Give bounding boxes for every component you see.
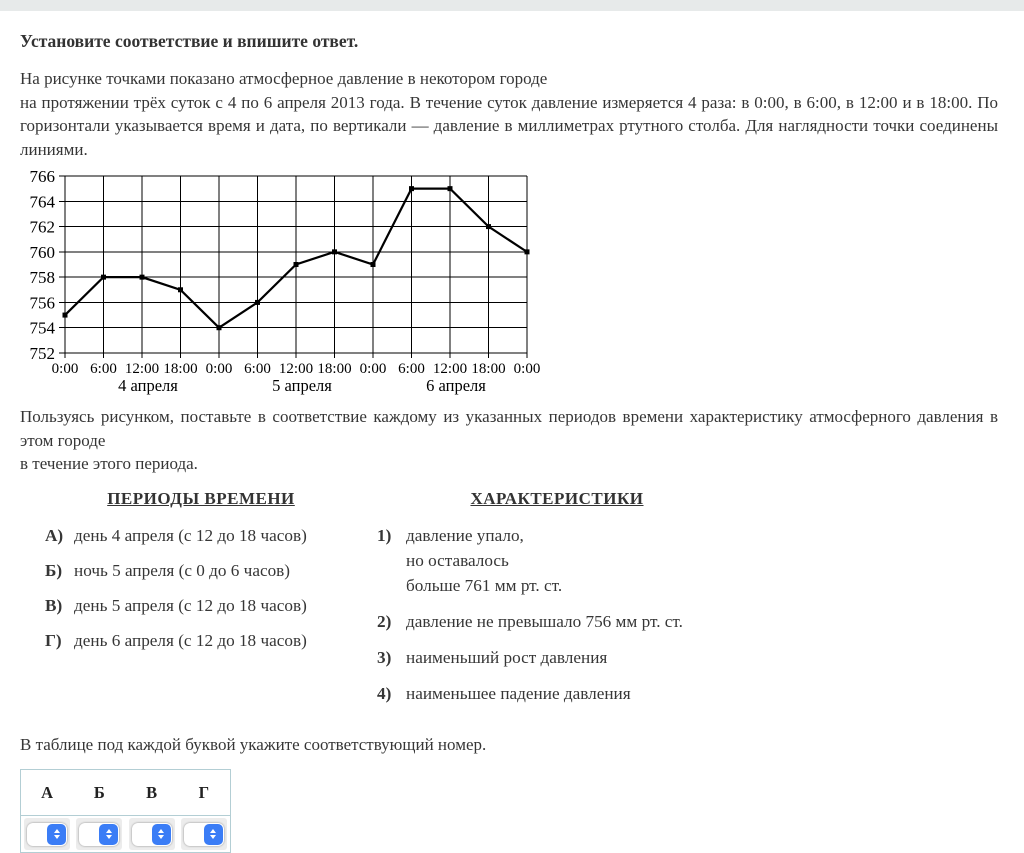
period-item [45, 595, 357, 618]
svg-text:754: 754 [29, 318, 55, 338]
period-letter: В) [45, 595, 63, 615]
intro-rest: на протяжении трёх суток с 4 по 6 апреля 2013 года. В течение суток давление измеряется 4 раза: в 0:00, в 6:00, в 12:00 и в 18:00. По горизонтали указывается время и дата, по вертикали — давление в миллиметрах ртутного столба. Для наглядности точки соединены линиями. [20, 92, 998, 159]
characteristic-text: давление упало, но оставалось больше 761 мм рт. ст. [406, 525, 563, 595]
stepper-arrows-icon [47, 824, 66, 845]
answer-table-header-row [21, 770, 230, 816]
period-item [45, 630, 357, 653]
svg-text:0:00: 0:00 [359, 361, 387, 377]
svg-text:766: 766 [29, 167, 55, 186]
select-pill [184, 823, 224, 846]
stepper-arrows-icon [152, 824, 171, 845]
svg-text:12:00: 12:00 [124, 361, 160, 377]
chevron-up-icon [106, 829, 112, 833]
chevron-down-icon [54, 835, 60, 839]
svg-text:12:00: 12:00 [278, 361, 314, 377]
characteristic-item [377, 647, 737, 670]
characteristic-item [377, 611, 737, 634]
chart-y-axis-labels [30, 167, 56, 363]
answer-table [20, 769, 231, 853]
svg-text:6:00: 6:00 [244, 361, 271, 377]
period-letter: Г) [45, 630, 62, 650]
svg-text:762: 762 [29, 217, 55, 237]
svg-text:12:00: 12:00 [432, 361, 468, 377]
select-pill [79, 823, 119, 846]
answer-select-1[interactable] [24, 818, 70, 850]
svg-text:18:00: 18:00 [471, 361, 506, 377]
chevron-down-icon [158, 835, 164, 839]
periods-header: ПЕРИОДЫ ВРЕМЕНИ [107, 488, 295, 508]
svg-text:760: 760 [29, 242, 55, 262]
instruction-main: Пользуясь рисунком, поставьте в соответствие каждому из указанных периодов времени характеристику атмосферного давления в этом городе [20, 407, 998, 450]
period-letter: Б) [45, 560, 63, 580]
periods-column [45, 489, 357, 719]
svg-text:6:00: 6:00 [90, 361, 117, 377]
stepper-arrows-icon [99, 824, 118, 845]
chevron-down-icon [106, 835, 112, 839]
answer-select-2[interactable] [76, 818, 122, 850]
period-item [45, 525, 357, 548]
characteristic-number: 3) [377, 647, 392, 667]
svg-text:6:00: 6:00 [398, 361, 425, 377]
characteristic-number: 2) [377, 611, 392, 631]
chart-date-labels [118, 376, 486, 395]
chevron-up-icon [210, 829, 216, 833]
chart-x-axis-labels [52, 361, 541, 377]
period-letter: А) [45, 525, 64, 545]
page-title: Установите соответствие и впишите ответ. [20, 31, 359, 51]
answer-column-header-2: Б [93, 782, 105, 802]
stepper-arrows-icon [204, 824, 223, 845]
intro-paragraph [20, 67, 998, 161]
answer-select-cell-1 [21, 818, 73, 850]
characteristic-text: давление не превышало 756 мм рт. ст. [406, 611, 683, 631]
instruction-paragraph [20, 405, 998, 476]
answer-column-header-3: В [146, 782, 158, 802]
answer-select-3[interactable] [129, 818, 175, 850]
answer-select-cell-2 [73, 818, 125, 850]
answer-select-4[interactable] [181, 818, 227, 850]
characteristics-list [377, 525, 737, 706]
chevron-up-icon [54, 829, 60, 833]
intro-line-1: На рисунке точками показано атмосферное давление в некотором городе [20, 69, 548, 88]
characteristic-number: 1) [377, 525, 392, 545]
period-item [45, 560, 357, 583]
svg-text:756: 756 [29, 293, 55, 313]
pressure-chart [20, 164, 998, 401]
characteristics-header: ХАРАКТЕРИСТИКИ [470, 488, 644, 508]
periods-list [45, 525, 357, 653]
period-text: день 6 апреля (с 12 до 18 часов) [74, 630, 307, 650]
chevron-down-icon [210, 835, 216, 839]
characteristic-item [377, 525, 737, 598]
svg-text:0:00: 0:00 [205, 361, 233, 377]
characteristic-text: наименьший рост давления [406, 647, 608, 667]
pressure-chart-svg [20, 164, 565, 401]
svg-text:764: 764 [29, 192, 55, 212]
chevron-up-icon [158, 829, 164, 833]
svg-text:6 апреля: 6 апреля [426, 376, 486, 395]
select-pill [132, 823, 172, 846]
matching-section [20, 489, 998, 719]
svg-text:752: 752 [29, 344, 55, 363]
answer-select-cell-3 [126, 818, 178, 850]
svg-text:18:00: 18:00 [317, 361, 352, 377]
svg-text:758: 758 [29, 268, 55, 288]
svg-text:5 апреля: 5 апреля [272, 376, 332, 395]
characteristic-item [377, 683, 737, 706]
period-text: ночь 5 апреля (с 0 до 6 часов) [74, 560, 291, 580]
characteristic-text: наименьшее падение давления [406, 683, 631, 703]
task-content [0, 31, 1024, 853]
answer-select-cell-4 [178, 818, 230, 850]
period-text: день 5 апреля (с 12 до 18 часов) [74, 595, 307, 615]
instruction-tail: в течение этого периода. [20, 454, 198, 473]
select-pill [27, 823, 67, 846]
svg-text:0:00: 0:00 [513, 361, 541, 377]
table-instruction: В таблице под каждой буквой укажите соответствующий номер. [20, 734, 487, 754]
top-bar [0, 0, 1024, 11]
characteristic-number: 4) [377, 683, 392, 703]
svg-text:4 апреля: 4 апреля [118, 376, 178, 395]
svg-text:18:00: 18:00 [163, 361, 198, 377]
characteristics-column [377, 489, 737, 719]
answer-column-header-4: Г [198, 782, 210, 802]
period-text: день 4 апреля (с 12 до 18 часов) [74, 525, 307, 545]
answer-column-header-1: А [41, 782, 54, 802]
svg-text:0:00: 0:00 [51, 361, 79, 377]
